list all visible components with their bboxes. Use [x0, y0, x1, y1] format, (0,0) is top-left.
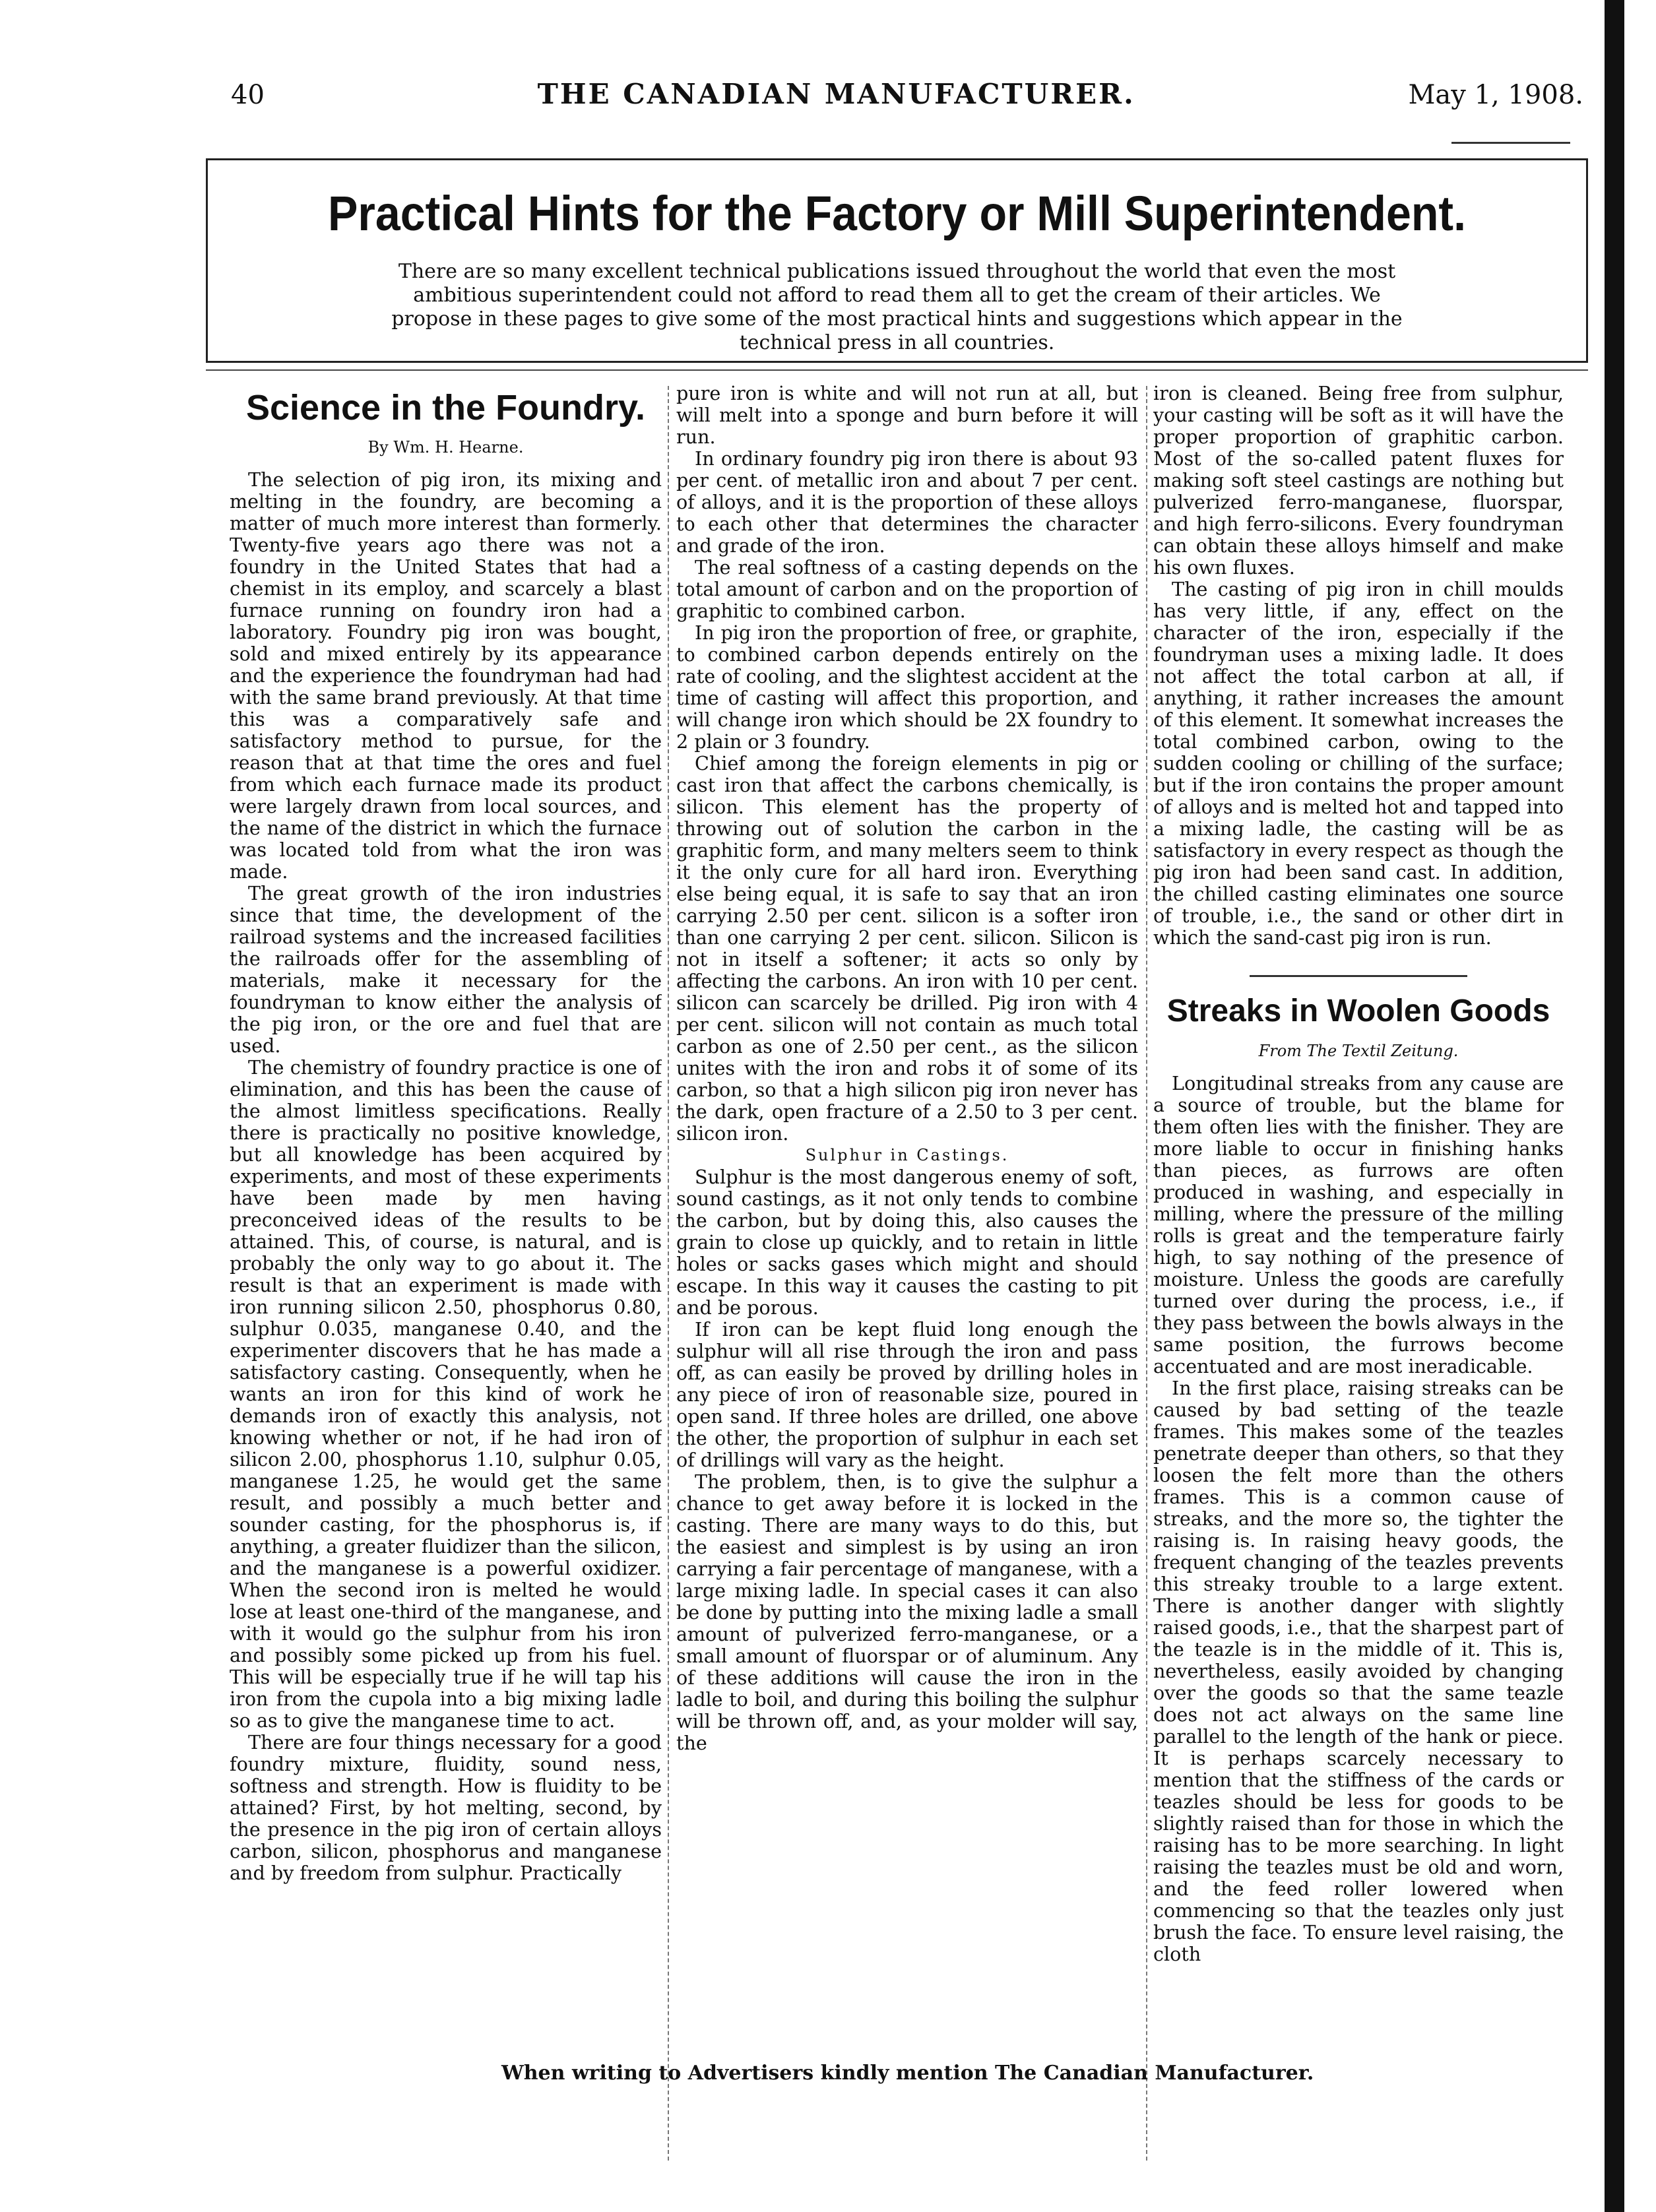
paragraph: The great growth of the iron industries since that time, the development of the railroad systems and the increased facilities the railroads offer for the assembling of materials, make it necessary for the foundryman to know either the analysis of the pig iron, or the ore and fuel that are used. [230, 882, 662, 1057]
paragraph: pure iron is white and will not run at all, but will melt into a sponge and burn before it will run. [676, 383, 1138, 448]
section-intro: There are so many excellent technical publications issued throughout the world that even the most ambitious superintendent could not afford to read them all to get the cream of their articles. We propose in these pages to give some of the most practical hints and suggestions which appear in the technical press in all countries. [391, 260, 1403, 354]
article-title-woolen: Streaks in Woolen Goods [1166, 994, 1550, 1028]
paragraph: In the first place, raising streaks can be caused by bad setting of the teazle frames. This makes some of the teazles penetrate deeper than others, so that they loosen the felt more than the others frames. This is a common cause of streaks, and the more so, the tighter the raising is. In raising heavy goods, the frequent changing of the teazles prevents this streaky trouble to a large extent. There is another danger with slightly raised goods, i.e., that the sharpest part of the teazle is in the middle of it. This is, nevertheless, easily avoided by changing over the goods so that the same teazle does not act always on the same line parallel to the length of the hank or piece. It is perhaps scarcely necessary to mention that the stiffness of the cards or teazles should be less for goods to be slightly raised than for those in which the raising has to be more searching. In light raising the teazles must be old and worn, and the feed roller lowered when commencing so that the teazles only just brush the face. To ensure level raising, the cloth [1153, 1377, 1564, 1965]
page-header [231, 78, 1583, 110]
paragraph: In ordinary foundry pig iron there is about 93 per cent. of metallic iron and about 7 per cent. of alloys, and it is the proportion of these alloys to each other that determines the character and grade of the iron. [676, 447, 1138, 557]
issue-date: May 1, 1908. [1408, 80, 1583, 110]
header-rule [1451, 142, 1570, 144]
paragraph: Sulphur is the most dangerous enemy of soft, sound castings, as it not only tends to combine the carbon, but by doing this, also causes the grain to close up quickly, and to retain in little holes or sacks gases which might and should escape. In this way it causes the casting to pit and be porous. [676, 1166, 1138, 1319]
publication-title: THE CANADIAN MANUFACTURER. [537, 78, 1135, 110]
banner-rule [206, 369, 1588, 371]
scan-edge-bar [1605, 0, 1624, 2212]
paragraph: Chief among the foreign elements in pig or cast iron that affect the carbons chemically, is silicon. This element has the property of throwing out of solution the carbon in the graphitic form, and many melters seem to think it the only cure for all hard iron. Everything else being equal, it is safe to say that an iron carrying 2.50 per cent. silicon is a softer iron than one carrying 2 per cent. silicon. Silicon is not in itself a softener; it acts so only by affecting the carbons. An iron with 10 per cent. silicon can scarcely be drilled. Pig iron with 4 per cent. silicon will not contain as much total carbon as one of 2.50 per cent., as the silicon unites with the iron and robs it of some of its carbon, so that a high silicon pig iron never has the dark, open fracture of a 2.50 to 3 per cent. silicon iron. [676, 752, 1138, 1145]
paragraph: Longitudinal streaks from any cause are a source of trouble, but the blame for them often lies with the finisher. They are more liable to occur in finishing hanks than pieces, as furrows are often produced in washing, and especially in milling, where the pressure of the milling rolls is great and the temperature fairly high, to say nothing of the presence of moisture. Unless the goods are carefully turned over during the process, i.e., if they pass between the bowls always in the same position, the furrows become accentuated and are most ineradicable. [1153, 1072, 1564, 1377]
paragraph: iron is cleaned. Being free from sulphur, your casting will be soft as it will have the proper proportion of graphitic carbon. Most of the so-called patent fluxes for making soft steel castings are nothing but pulverized ferro-manganese, fluorspar, and high ferro-silicons. Every foundryman can obtain these alloys himself and make his own fluxes. [1153, 383, 1564, 579]
column-3 [1153, 383, 1564, 2177]
paragraph: The chemistry of foundry practice is one of elimination, and this has been the cause of the almost limitless specifications. Really there is practically no positive knowledge, but all knowledge has been acquired by experiments, and most of these experiments have been made by men having preconceived ideas of the results to be attained. This, of course, is natural, and is probably the only way to go about it. The result is that an experiment is made with iron running silicon 2.50, phosphorus 0.80, sulphur 0.035, manganese 0.40, and the experimenter discovers that he has made a satisfactory casting. Consequently, when he wants an iron for this kind of work he demands iron of exactly this analysis, not knowing whether or not, if he had iron of silicon 2.00, phosphorus 1.10, sulphur 0.05, manganese 1.25, he would get the same result, and possibly a much better and sounder casting, for the phosphorus is, if anything, a greater fluidizer than the silicon, and the manganese is a powerful oxidizer. When the second iron is melted he would lose at least one-third of the manganese, and with it would go the sulphur from his iron and possibly some picked up from his fuel. This will be especially true if he will tap his iron from the cupola into a big mixing ladle so as to give the manganese time to act. [230, 1056, 662, 1732]
column-2 [676, 383, 1138, 2177]
paragraph: The selection of pig iron, its mixing and melting in the foundry, are becoming a matter of much more interest than formerly. Twenty-five years ago there was not a foundry in the United States that had a chemist in its employ, and scarcely a blast furnace running on foundry iron had a laboratory. Foundry pig iron was bought, sold and mixed entirely by its appearance and the experience the foundryman had had with the same brand previously. At that time this was a comparatively safe and satisfactory method to pursue, for the reason that at that time the ores and fuel from which each furnace made its product were largely drawn from local sources, and the name of the district in which the furnace was located told from what the iron was made. [230, 468, 662, 883]
paragraph: The real softness of a casting depends on the total amount of carbon and on the proportion of graphitic to combined carbon. [676, 556, 1138, 622]
paragraph: In pig iron the proportion of free, or graphite, to combined carbon depends entirely on the rate of cooling, and the slightest accident at the time of casting will affect this proportion, and will change iron which should be 2X foundry to 2 plain or 3 foundry. [676, 621, 1138, 753]
footer-notice: When writing to Advertisers kindly mention The Canadian Manufacturer. [501, 2062, 1314, 2085]
paragraph: There are four things necessary for a good foundry mixture, fluidity, sound ness, softness and strength. How is fluidity to be attained? First, by hot melting, second, by the presence in the pig iron of certain alloys carbon, silicon, phosphorus and manganese and by freedom from sulphur. Practically [230, 1731, 662, 1884]
column-1 [230, 383, 662, 2177]
article-source: From The Textil Zeitung. [1258, 1042, 1459, 1060]
paragraph: The problem, then, is to give the sulphur a chance to get away before it is locked in the casting. There are many ways to do this, but the easiest and simplest is by using an iron carrying a fair percentage of manganese, with a large mixing ladle. In special cases it can also be done by putting into the mixing ladle a small amount of pulverized ferro-manganese, or a small amount of fluorspar or of aluminum. Any of these additions will cause the iron in the ladle to boil, and during this boiling the sulphur will be thrown off, and, as your molder will say, the [676, 1470, 1138, 1754]
paragraph: The casting of pig iron in chill moulds has very little, if any, effect on the character of the iron, especially if the foundryman uses a mixing ladle. It does not affect the total carbon at all, if anything, it rather increases the amount of this element. It somewhat increases the total combined carbon, owing to the sudden cooling or chilling of the surface; but if the iron contains the proper amount of alloys and is melted hot and tapped into a mixing ladle, the casting will be as satisfactory in every respect as though the pig iron had been sand cast. In addition, the chilled casting eliminates one source of trouble, i.e., the sand or other dirt in which the sand-cast pig iron is run. [1153, 578, 1564, 949]
page-number: 40 [231, 80, 265, 110]
subheading-sulphur: Sulphur in Castings. [805, 1146, 1009, 1164]
paragraph: If iron can be kept fluid long enough the sulphur will all rise through the iron and pass off, as can easily be proved by drilling holes in any piece of iron of reasonable size, poured in open sand. If three holes are drilled, one above the other, the proportion of sulphur in each set of drillings will vary as the height. [676, 1318, 1138, 1471]
section-banner [206, 158, 1588, 363]
column-divider [1146, 386, 1147, 2161]
article-separator [1250, 975, 1467, 977]
column-divider [668, 386, 669, 2161]
article-byline: By Wm. H. Hearne. [367, 438, 524, 457]
article-title-foundry: Science in the Foundry. [245, 388, 646, 427]
section-title: Practical Hints for the Factory or Mill Superintendent. [328, 186, 1466, 241]
